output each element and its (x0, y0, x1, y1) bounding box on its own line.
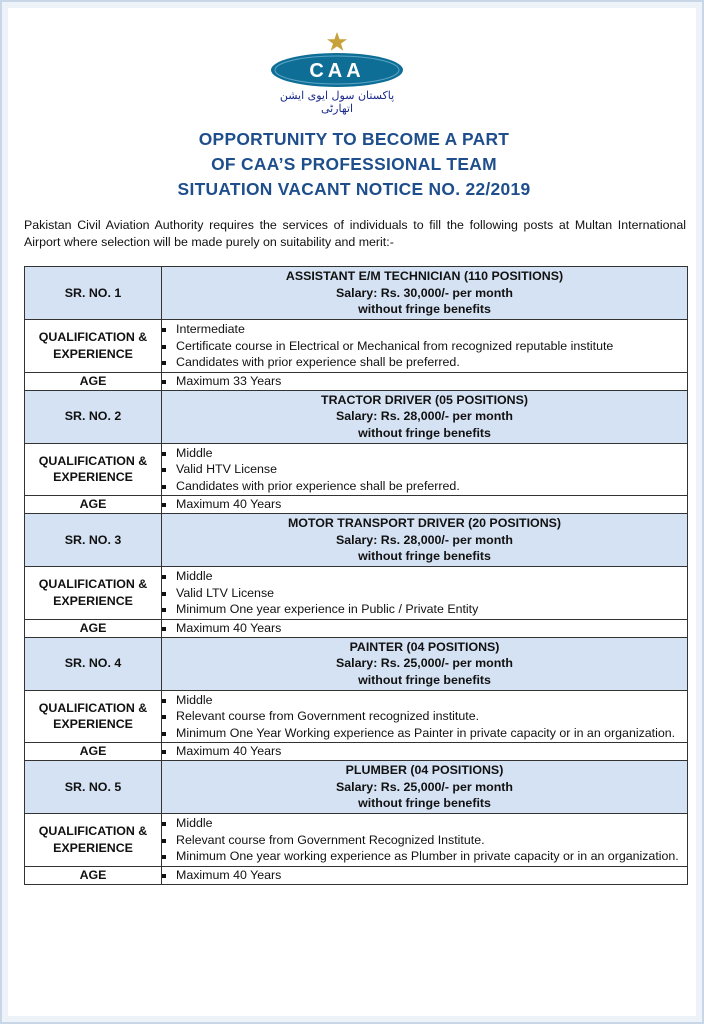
qualification-list (162, 321, 687, 371)
post-salary: Salary: Rs. 30,000/- per month (336, 285, 513, 300)
headline-line-3: SITUATION VACANT NOTICE NO. 22/2019 (177, 179, 531, 199)
qualification-list (162, 815, 687, 865)
age-row (25, 866, 688, 884)
intro-paragraph: Pakistan Civil Aviation Authority requires the services of individuals to fill the following posts at Multan International Airport where selection will be made purely on suitability and merit:- (24, 218, 686, 249)
post-fringe: without fringe benefits (358, 549, 491, 564)
headline-line-2: OF CAA’S PROFESSIONAL TEAM (211, 154, 497, 174)
post-title: PLUMBER (04 POSITIONS) (345, 763, 504, 778)
caa-logo (264, 30, 410, 115)
age-row (25, 372, 688, 390)
age-label: AGE (25, 866, 162, 884)
qualification-label: QUALIFICATION & EXPERIENCE (25, 320, 162, 373)
age-row (25, 496, 688, 514)
list-item: Middle (162, 568, 687, 585)
logo-text: CAA (309, 60, 365, 82)
list-item: Valid HTV License (162, 461, 687, 478)
age-value: Maximum 40 Years (162, 496, 687, 513)
serial-number: SR. NO. 1 (25, 267, 162, 320)
qualification-label: QUALIFICATION & EXPERIENCE (25, 567, 162, 620)
post-salary: Salary: Rs. 28,000/- per month (336, 409, 513, 424)
list-item: Middle (162, 692, 687, 709)
list-item: Valid LTV License (162, 585, 687, 602)
post-fringe: without fringe benefits (358, 425, 491, 440)
headline-line-1: OPPORTUNITY TO BECOME A PART (198, 129, 510, 149)
post-header-row (25, 267, 688, 320)
post-title: TRACTOR DRIVER (05 POSITIONS) (321, 392, 528, 407)
serial-number: SR. NO. 2 (25, 390, 162, 443)
list-item: Candidates with prior experience shall be preferred. (162, 478, 687, 495)
age-label: AGE (25, 496, 162, 514)
age-row (25, 743, 688, 761)
post-header-row (25, 761, 688, 814)
list-item: Minimum One year experience in Public / Private Entity (162, 601, 687, 618)
age-value: Maximum 33 Years (162, 373, 687, 390)
serial-number: SR. NO. 4 (25, 637, 162, 690)
age-label: AGE (25, 372, 162, 390)
qualification-label: QUALIFICATION & EXPERIENCE (25, 690, 162, 743)
list-item: Relevant course from Government Recognized Institute. (162, 832, 687, 849)
post-title: MOTOR TRANSPORT DRIVER (20 POSITIONS) (287, 516, 562, 531)
post-fringe: without fringe benefits (358, 672, 491, 687)
qualification-list (162, 568, 687, 618)
post-title: PAINTER (04 POSITIONS) (349, 639, 500, 654)
star-icon (327, 32, 347, 51)
age-label: AGE (25, 619, 162, 637)
qualification-row (25, 443, 688, 496)
post-summary (162, 514, 688, 567)
age-value: Maximum 40 Years (162, 867, 687, 884)
serial-number: SR. NO. 5 (25, 761, 162, 814)
list-item: Candidates with prior experience shall be preferred. (162, 354, 687, 371)
post-summary (162, 761, 688, 814)
qualification-list (162, 692, 687, 742)
list-item: Middle (162, 815, 687, 832)
post-summary (162, 390, 688, 443)
serial-number: SR. NO. 3 (25, 514, 162, 567)
page-title (62, 127, 646, 202)
qualification-label: QUALIFICATION & EXPERIENCE (25, 443, 162, 496)
positions-table (24, 266, 688, 885)
caa-emblem (264, 30, 410, 90)
age-label: AGE (25, 743, 162, 761)
qualification-list (162, 445, 687, 495)
list-item: Certificate course in Electrical or Mechanical from recognized reputable institute (162, 338, 687, 355)
list-item: Relevant course from Government recognized institute. (162, 708, 687, 725)
logo-script: پاکستان سول ایوی ایشن اتھارٹی (279, 89, 395, 115)
qualification-row (25, 320, 688, 373)
qualification-label: QUALIFICATION & EXPERIENCE (25, 814, 162, 867)
list-item: Middle (162, 445, 687, 462)
age-row (25, 619, 688, 637)
list-item: Minimum One year working experience as Plumber in private capacity or in an organization. (162, 848, 687, 865)
age-value: Maximum 40 Years (162, 620, 687, 637)
post-header-row (25, 514, 688, 567)
age-value: Maximum 40 Years (162, 743, 687, 760)
post-fringe: without fringe benefits (358, 302, 491, 317)
post-summary (162, 267, 688, 320)
post-header-row (25, 390, 688, 443)
post-fringe: without fringe benefits (358, 796, 491, 811)
post-salary: Salary: Rs. 25,000/- per month (336, 779, 513, 794)
post-summary (162, 637, 688, 690)
qualification-row (25, 690, 688, 743)
qualification-row (25, 567, 688, 620)
qualification-row (25, 814, 688, 867)
post-title: ASSISTANT E/M TECHNICIAN (110 POSITIONS) (285, 269, 564, 284)
list-item: Minimum One Year Working experience as Painter in private capacity or in an organization. (162, 725, 687, 742)
post-salary: Salary: Rs. 25,000/- per month (336, 656, 513, 671)
list-item: Intermediate (162, 321, 687, 338)
post-header-row (25, 637, 688, 690)
post-salary: Salary: Rs. 28,000/- per month (336, 532, 513, 547)
